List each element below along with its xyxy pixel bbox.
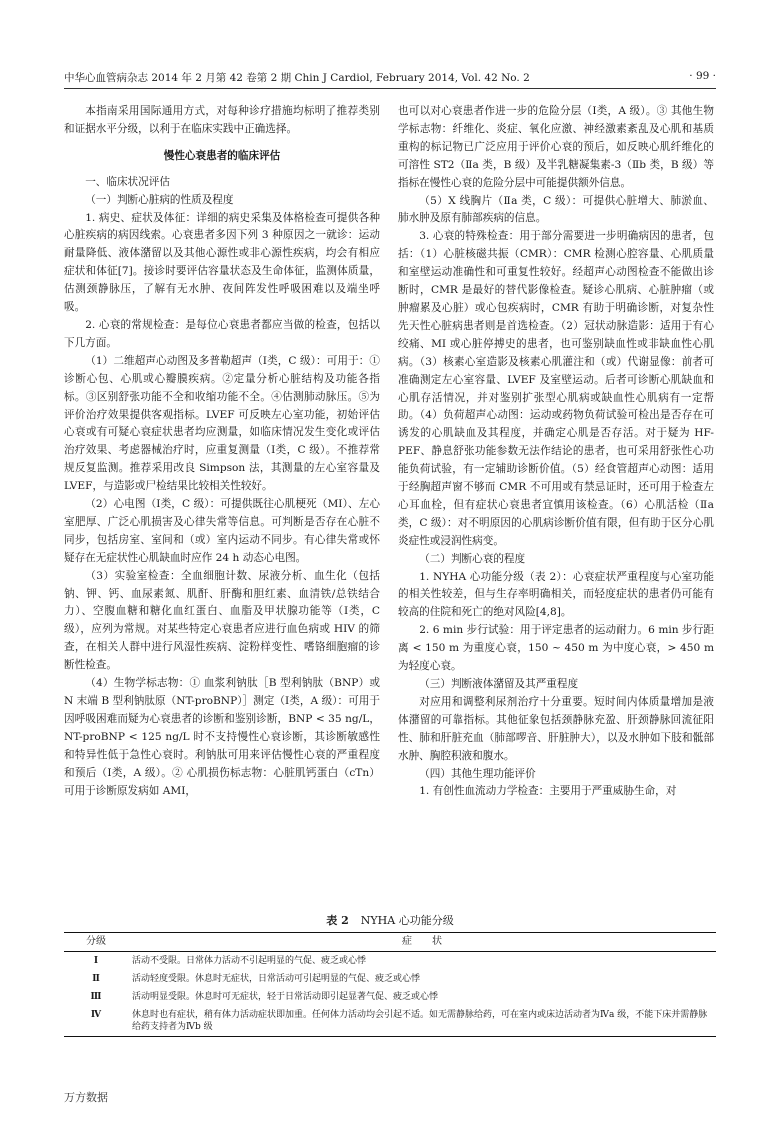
paragraph-invasive: 1. 有创性血流动力学检查：主要用于严重威胁生命，对 bbox=[419, 785, 677, 798]
right-column bbox=[398, 103, 714, 801]
left-column bbox=[64, 103, 380, 800]
heading-heart-disease-nature: （一）判断心脏病的性质及程度 bbox=[85, 193, 234, 206]
paragraph-routine-exam: 2. 心衰的常规检查：是每位心衰患者都应当做的检查，包括以下几方面。 bbox=[64, 318, 380, 349]
paragraph-6min-walk: 2. 6 min 步行试验：用于评定患者的运动耐力。6 min 步行距离 < 150 m 为重度心衰，150 ~ 450 m 为中度心衰，> 450 m 为轻度心衰。 bbox=[398, 624, 714, 673]
symptom-cell: 休息时也有症状，稍有体力活动症状即加重。任何体力活动均会引起不适。如无需静脉给药，可在室内或床边活动者为Ⅳa 级，不能下床并需静脉给药支持者为Ⅳb 级 bbox=[128, 1006, 716, 1037]
heading-clinical-assessment: 一、临床状况评估 bbox=[85, 175, 170, 188]
paragraph-biomarkers: （4）生物学标志物：① 血浆利钠肽［B 型利钠肽（BNP）或 N 末端 B 型利钠肽原（NT-proBNP）］测定（Ⅰ类，A 级）：可用于因呼吸困难而疑为心衰患者的诊断和鉴别诊断，BNP < 35 ng/L，NT-proBNP < 125 ng/L 时不支持慢性心衰诊断，其诊断敏感性和特异性低于急性心衰时。利钠肽可用来评估慢性心衰的严重程度和预后（Ⅰ类，A 级）。② 心肌损伤标志物：心脏肌钙蛋白（cTn）可用于诊断原发病如 AMI， bbox=[64, 677, 380, 797]
paragraph-fluid: 对应用和调整利尿剂治疗十分重要。短时间内体质量增加是液体潴留的可靠指标。其他征象包括颈静脉充盈、肝颈静脉回流征阳性、肺和肝脏充血（肺部啰音、肝脏肿大），以及水肿如下肢和骶部水肿、胸腔积液和腹水。 bbox=[398, 695, 714, 762]
grade-cell: Ⅲ bbox=[90, 992, 102, 1002]
journal-title-en: Chin J Cardiol, February 2014, Vol. 42 No. 2 bbox=[294, 72, 530, 84]
paragraph-biomarkers-cont: 也可以对心衰患者作进一步的危险分层（Ⅰ类，A 级）。③ 其他生物学标志物：纤维化、炎症、氧化应激、神经激素紊乱及心肌和基质重构的标记物已广泛应用于评价心衰的预后，如反映心肌纤维化的可溶性 ST2（Ⅱa 类，B 级）及半乳糖凝集素-3（Ⅱb 类，B 级）等指标在慢性心衰的危险分层中可能提供额外信息。 bbox=[398, 105, 714, 189]
paragraph-ecg: （2）心电图（Ⅰ类，C 级）：可提供既往心肌梗死（MI）、左心室肥厚、广泛心肌损害及心律失常等信息。可判断是否存在心脏不同步，包括房室、室间和（或）室内运动不同步。有心律失常或怀疑存在无症状性心肌缺血时应作 24 h 动态心电图。 bbox=[64, 498, 380, 564]
table-caption bbox=[64, 912, 716, 928]
table-label: 表 2 bbox=[326, 914, 349, 927]
table-row bbox=[64, 988, 716, 1006]
table-header-row bbox=[64, 933, 716, 952]
symptom-cell: 活动不受限。日常体力活动不引起明显的气促、疲乏或心悸 bbox=[132, 956, 367, 966]
paragraph-lab: （3）实验室检查：全血细胞计数、尿液分析、血生化（包括钠、钾、钙、血尿素氮、肌酐、肝酶和胆红素、血清铁/总铁结合力）、空腹血糖和糖化血红蛋白、血脂及甲状腺功能等（Ⅰ类，C 级），应列为常规。对某些特定心衰患者应进行血色病或 HIV 的筛查，在相关人群中进行风湿性疾病、淀粉样变性、嗜铬细胞瘤的诊断性检查。 bbox=[64, 569, 380, 672]
grade-cell: Ⅰ bbox=[93, 956, 99, 966]
heading-severity: （二）判断心衰的程度 bbox=[419, 552, 526, 565]
symptom-cell: 活动轻度受限。休息时无症状，日常活动可引起明显的气促、疲乏或心悸 bbox=[132, 974, 421, 984]
page-number: · 99 · bbox=[689, 70, 716, 82]
table-row bbox=[64, 952, 716, 971]
table-row bbox=[64, 1006, 716, 1037]
heading-fluid-retention: （三）判断液体潴留及其严重程度 bbox=[419, 678, 579, 690]
section-title: 慢性心衰患者的临床评估 bbox=[163, 149, 281, 162]
wanfang-watermark: 万方数据 bbox=[64, 1091, 108, 1104]
paragraph-xray: （5）X 线胸片（Ⅱa 类，C 级）：可提供心脏增大、肺淤血、肺水肿及原有肺部疾病的信息。 bbox=[398, 194, 714, 225]
heading-other-function: （四）其他生理功能评价 bbox=[419, 767, 536, 780]
grade-cell: Ⅱ bbox=[92, 974, 100, 984]
running-header bbox=[64, 70, 716, 89]
table-row bbox=[64, 970, 716, 988]
column-header-symptom: 症 状 bbox=[128, 933, 716, 952]
nyha-table bbox=[64, 932, 716, 1037]
table-title: NYHA 心功能分级 bbox=[360, 914, 454, 927]
grade-cell: Ⅳ bbox=[64, 1006, 128, 1037]
symptom-cell: 活动明显受限。休息时可无症状，轻于日常活动即引起显著气促、疲乏或心悸 bbox=[132, 992, 439, 1002]
paragraph-echo: （1）二维超声心动图及多普勒超声（Ⅰ类，C 级）：可用于：①诊断心包、心肌或心瓣膜疾病。②定量分析心脏结构及功能各指标。③区别舒张功能不全和收缩功能不全。④估测肺动脉压。⑤为评价治疗效果提供客观指标。LVEF 可反映左心室功能，初始评估心衰或有可疑心衰症状患者均应测量，如临床情况发生变化或评估治疗效果、考虑器械治疗时，应重复测量（Ⅰ类，C 级）。不推荐常规反复监测。推荐采用改良 Simpson 法，其测量的左心室容量及 LVEF，与造影或尸检结果比较相关性较好。 bbox=[64, 354, 380, 493]
column-header-grade: 分级 bbox=[64, 933, 128, 952]
intro-paragraph: 本指南采用国际通用方式，对每种诊疗措施均标明了推荐类别和证据水平分级，以利于在临床实践中正确选择。 bbox=[64, 105, 380, 135]
journal-title: 中华心血管病杂志 2014 年 2 月第 42 卷第 2 期 bbox=[64, 72, 292, 84]
paragraph-special-exam: 3. 心衰的特殊检查：用于部分需要进一步明确病因的患者，包括：（1）心脏核磁共振（CMR）：CMR 检测心腔容量、心肌质量和室壁运动准确性和可重复性较好。经超声心动图检查不能做出诊断时，CMR 是最好的替代影像检查。疑诊心肌病、心脏肿瘤（或肿瘤累及心脏）或心包疾病时，CMR 有助于明确诊断，对复杂性先天性心脏病患者则是首选检查。（2）冠状动脉造影：适用于有心绞痛、MI 或心脏停搏史的患者，也可鉴别缺血性或非缺血性心肌病。（3）核素心室造影及核素心肌灌注和（或）代谢显像：前者可准确测定左心室容量、LVEF 及室壁运动。后者可诊断心肌缺血和心肌存活情况，并对鉴别扩张型心肌病或缺血性心肌病有一定帮助。（4）负荷超声心动图：运动或药物负荷试验可检出是否存在可诱发的心肌缺血及其程度，并确定心肌是否存活。对于疑为 HF-PEF、静息舒张功能参数无法作结论的患者，也可采用舒张性心功能负荷试验，有一定辅助诊断价值。（5）经食管超声心动图：适用于经胸超声窗不够而 CMR 不可用或有禁忌证时，还可用于检查左心耳血栓，但有症状心衰患者宜慎用该检查。（6）心肌活检（Ⅱa 类，C 级）：对不明原因的心肌病诊断价值有限，但有助于区分心肌炎症性或浸润性病变。 bbox=[398, 230, 714, 547]
nyha-table-block bbox=[64, 912, 716, 1037]
paragraph-nyha: 1. NYHA 心功能分级（表 2）：心衰症状严重程度与心室功能的相关性较差，但与生存率明确相关，而轻度症状的患者仍可能有较高的住院和死亡的绝对风险[4,8]。 bbox=[398, 570, 714, 619]
paragraph-history: 1. 病史、症状及体征：详细的病史采集及体格检查可提供各种心脏疾病的病因线索。心衰患者多因下列 3 种原因之一就诊：运动耐量降低、液体潴留以及其他心源性或非心源性疾病，均会有相应症状和体征[7]。接诊时要评估容量状态及生命体征，监测体质量，估测颈静脉压，了解有无水肿、夜间阵发性呼吸困难以及端坐呼吸。 bbox=[64, 211, 380, 314]
